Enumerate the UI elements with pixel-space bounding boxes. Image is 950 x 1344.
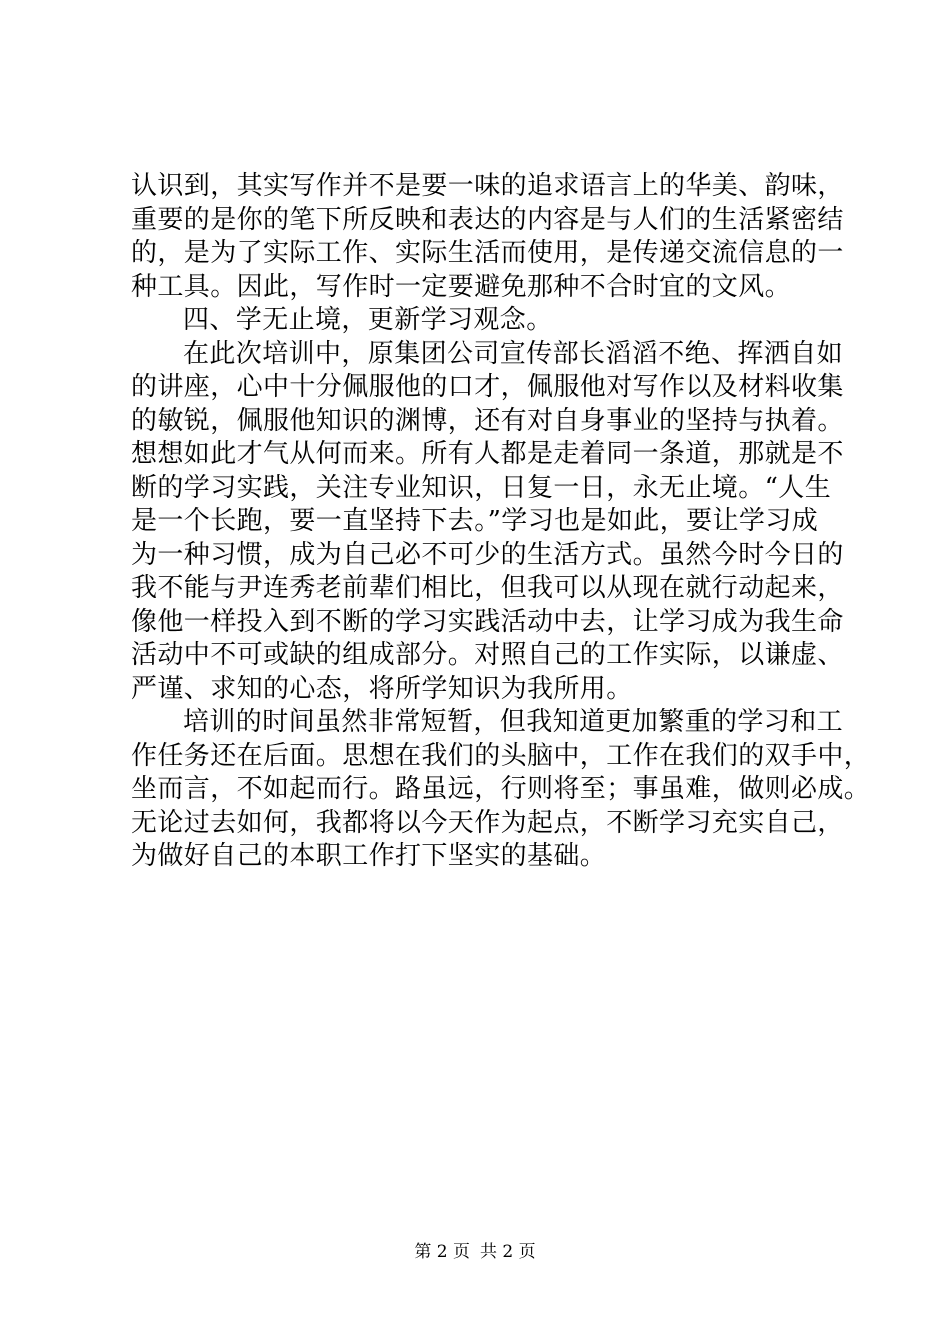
text-line: 种工具。因此，写作时一定要避免那种不合时宜的文风。 — [131, 271, 792, 302]
text-line: 重要的是你的笔下所反映和表达的内容是与人们的生活紧密结 — [131, 204, 844, 235]
paragraph-first-line: 在此次培训中，原集团公司宣传部长滔滔不绝、挥洒自如 — [183, 338, 844, 369]
paragraph-first-line: 培训的时间虽然非常短暂，但我知道更加繁重的学习和工 — [183, 707, 844, 737]
text-line: 无论过去如何，我都将以今天作为起点，不断学习充实自己， — [131, 807, 844, 838]
text-line: 的讲座，心中十分佩服他的口才，佩服他对写作以及材料收集 — [131, 372, 844, 402]
text-line: 是一个长跑，要一直坚持下去。”学习也是如此，要让学习成 — [131, 506, 819, 536]
text-line: 的敏锐，佩服他知识的渊博，还有对自身事业的坚持与执着。 — [131, 405, 844, 436]
text-line: 的，是为了实际工作、实际生活而使用，是传递交流信息的一 — [131, 238, 844, 268]
text-line: 活动中不可或缺的组成部分。对照自己的工作实际，以谦虚、 — [131, 640, 844, 670]
text-line: 为一种习惯，成为自己必不可少的生活方式。虽然今时今日的 — [131, 539, 844, 570]
document-body — [131, 170, 871, 874]
text-line: 断的学习实践，关注专业知识，日复一日，永无止境。“人生 — [131, 472, 832, 503]
text-line: 想想如此才气从何而来。所有人都是走着同一条道，那就是不 — [131, 439, 844, 469]
page-number: 第 2 页 — [414, 1242, 470, 1262]
page-total: 共 2 页 — [480, 1242, 536, 1262]
text-line: 认识到，其实写作并不是要一味的追求语言上的华美、韵味， — [131, 171, 844, 201]
page-footer — [0, 1240, 950, 1264]
text-line: 为做好自己的本职工作打下坚实的基础。 — [131, 841, 607, 871]
text-line: 作任务还在后面。思想在我们的头脑中，工作在我们的双手中， — [131, 740, 871, 771]
text-line: 坐而言，不如起而行。路虽远，行则将至；事虽难，做则必成。 — [131, 774, 871, 804]
text-line: 像他一样投入到不断的学习实践活动中去，让学习成为我生命 — [131, 606, 844, 637]
text-line: 我不能与尹连秀老前辈们相比，但我可以从现在就行动起来， — [131, 573, 844, 603]
text-line: 严谨、求知的心态，将所学知识为我所用。 — [131, 673, 633, 704]
section-heading: 四、学无止境，更新学习观念。 — [183, 305, 553, 335]
